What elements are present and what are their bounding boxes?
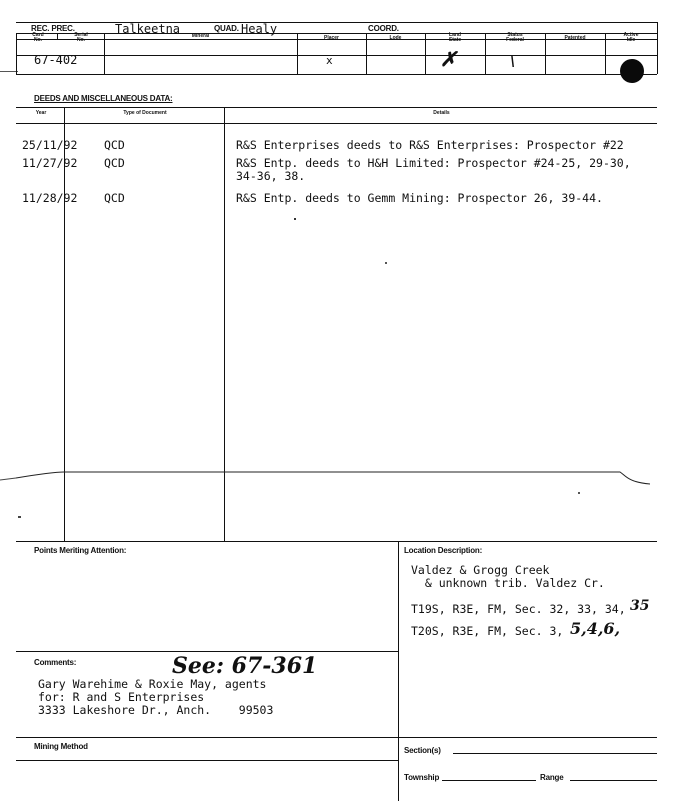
type-col-header: Type of Document bbox=[123, 110, 167, 116]
comments-line-1: Gary Warehime & Roxie May, agents bbox=[38, 677, 267, 691]
location-line-4: T20S, R3E, FM, Sec. 3, bbox=[411, 624, 564, 638]
comments-line-2: for: R and S Enterprises bbox=[38, 690, 205, 704]
location-line-3-hand: 35 bbox=[630, 598, 650, 614]
deeds-section-title: DEEDS AND MISCELLANEOUS DATA: bbox=[34, 94, 173, 103]
scan-speck bbox=[578, 492, 580, 494]
deed-row-2-details: R&S Entp. deeds to H&H Limited: Prospector #24-25, 29-30, bbox=[236, 156, 631, 170]
mineral-header: Mineral bbox=[191, 33, 210, 39]
active-filled-circle bbox=[620, 59, 644, 83]
location-line-4-hand: 5,4,6, bbox=[570, 619, 621, 638]
mining-method-label: Mining Method bbox=[34, 742, 88, 751]
deed-row-2-type: QCD bbox=[104, 156, 125, 170]
comments-line-3: 3333 Lakeshore Dr., Anch. 99503 bbox=[38, 703, 274, 717]
location-line-3: T19S, R3E, FM, Sec. 32, 33, 34, bbox=[411, 602, 626, 616]
state-mark: ✗ bbox=[440, 47, 457, 71]
card-no-header: Card No. bbox=[32, 32, 44, 43]
quad-label: QUAD. bbox=[214, 24, 239, 33]
scan-speck bbox=[18, 516, 21, 518]
sections-label: Section(s) bbox=[404, 746, 441, 755]
township-label: Township bbox=[404, 773, 440, 782]
quad-value: Healy bbox=[241, 22, 278, 36]
card-no-value: 67-402 bbox=[34, 53, 78, 67]
deed-row-1-date: 25/11/92 bbox=[22, 138, 78, 152]
deed-row-2-details-cont: 34-36, 38. bbox=[236, 169, 306, 183]
scan-speck bbox=[385, 262, 387, 264]
deed-row-3-details: R&S Entp. deeds to Gemm Mining: Prospector 26, 39-44. bbox=[236, 191, 603, 205]
scan-speck bbox=[294, 218, 296, 220]
location-description-label: Location Description: bbox=[404, 546, 483, 555]
scan-fold-line bbox=[0, 462, 678, 502]
rec-prec-value: Talkeetna bbox=[115, 22, 181, 36]
placer-header: Placer bbox=[323, 35, 339, 41]
comments-handwritten-ref: See: 67-361 bbox=[172, 653, 318, 679]
federal-mark: \ bbox=[510, 54, 516, 70]
serial-no-header: Serial No. bbox=[74, 32, 88, 43]
rec-prec-label: REC. PREC. bbox=[31, 24, 75, 33]
deed-row-3-type: QCD bbox=[104, 191, 125, 205]
details-col-header: Details bbox=[433, 110, 450, 116]
points-meriting-label: Points Meriting Attention: bbox=[34, 546, 127, 555]
active-idle-header: Active Idle bbox=[623, 32, 639, 43]
land-state-header: Land State bbox=[448, 32, 462, 43]
year-col-header: Year bbox=[35, 110, 47, 116]
deed-row-3-date: 11/28/92 bbox=[22, 191, 78, 205]
coord-label: COORD. bbox=[368, 24, 399, 33]
placer-mark: x bbox=[326, 54, 333, 67]
location-line-1: Valdez & Grogg Creek bbox=[411, 563, 550, 577]
lode-header: Lode bbox=[389, 35, 402, 41]
deed-row-2-date: 11/27/92 bbox=[22, 156, 78, 170]
patented-header: Patented bbox=[564, 35, 586, 41]
comments-label: Comments: bbox=[34, 658, 77, 667]
status-federal-header: Status Federal bbox=[506, 32, 524, 43]
range-label: Range bbox=[540, 773, 564, 782]
location-line-2: & unknown trib. Valdez Cr. bbox=[411, 576, 605, 590]
deed-row-1-type: QCD bbox=[104, 138, 125, 152]
deed-row-1-details: R&S Enterprises deeds to R&S Enterprises: Prospector #22 bbox=[236, 138, 624, 152]
